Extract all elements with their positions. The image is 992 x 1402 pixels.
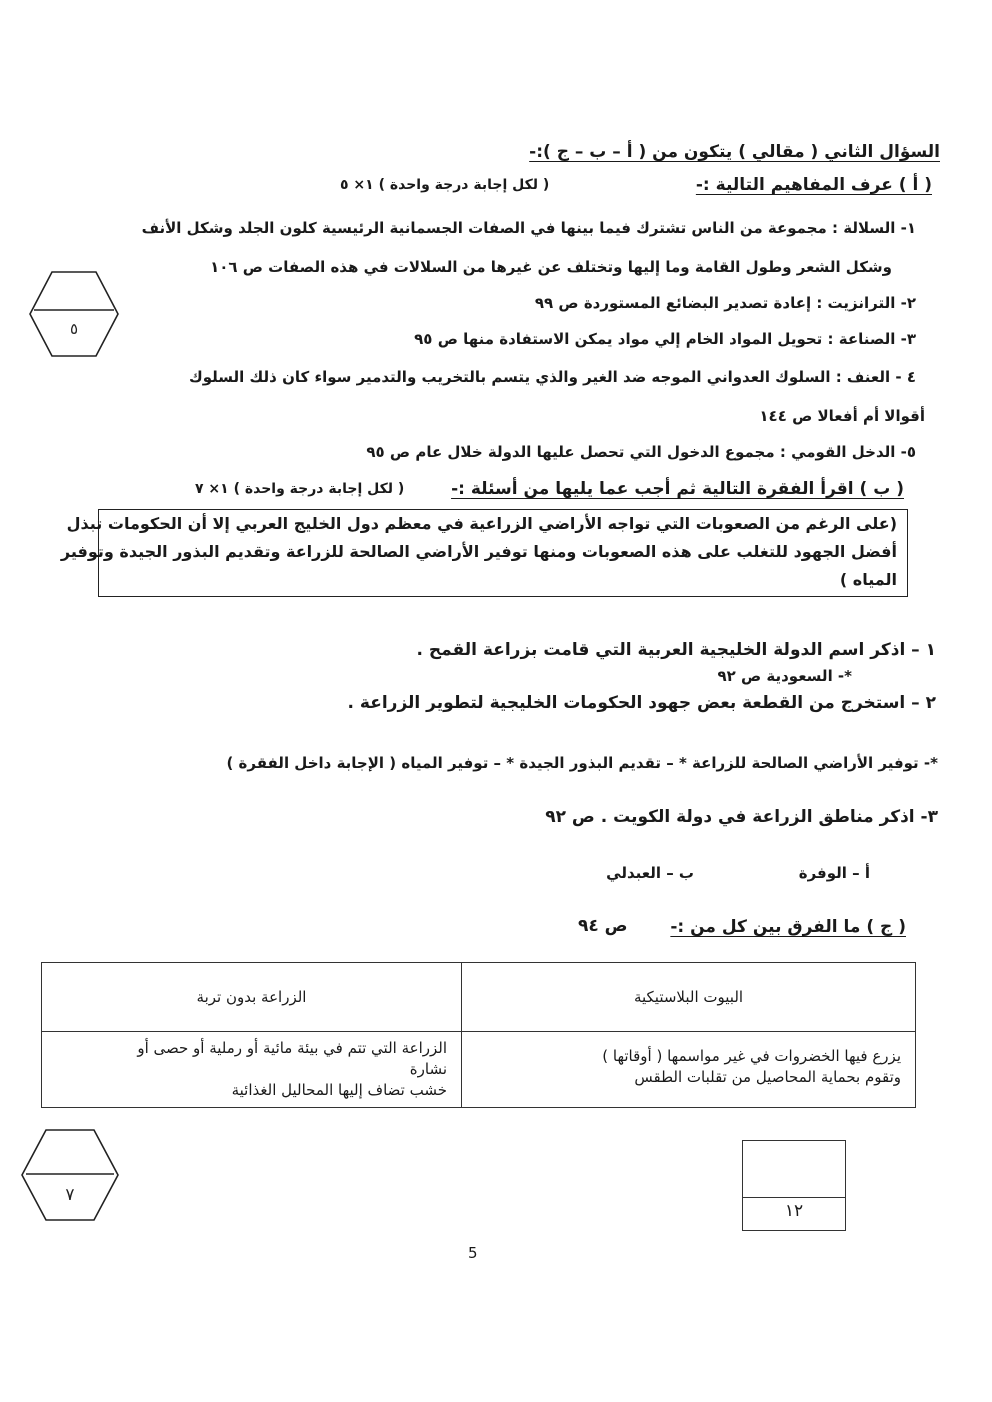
part-a-marks-note: ( لكل إجابة درجة واحدة ) ١× ٥ (340, 177, 550, 193)
definition-1-line-2: وشكل الشعر وطول القامة وما إليها وتختلف عن غيرها من السلالات في هذه الصفات ص ١٠٦ (210, 258, 892, 276)
question-title: السؤال الثاني ( مقالي ) يتكون من ( أ – ب – ج ):- (529, 142, 940, 162)
answer-b3-a: أ – الوفرة (798, 864, 870, 882)
definition-5: ٥- الدخل القومي : مجموع الدخول التي تحصل عليها الدولة خلال عام ص ٩٥ (366, 443, 916, 461)
hexagon-score-bottom-value: ٧ (65, 1185, 75, 1205)
passage-line-2: أفضل الجهود للتغلب على هذه الصعوبات ومنها توفير الأراضي الصالحة للزراعة وتقديم البذور الجيدة وتوفير (60, 542, 897, 561)
answer-b1: *- السعودية ص ٩٢ (717, 667, 852, 685)
passage-line-3: المياه ) (839, 570, 897, 589)
table-cell-plastic-houses (462, 1032, 916, 1108)
hexagon-score-part-a-value: ٥ (69, 320, 79, 338)
definition-2: ٢- الترانزيت : إعادة تصدير البضائع المستوردة ص ٩٩ (534, 294, 916, 312)
passage-line-1: (على الرغم من الصعوبات التي تواجه الأراضي الزراعية في معظم دول الخليج العربي إلا أن الحكومات تبذل (66, 514, 897, 533)
definition-3: ٣- الصناعة : تحويل المواد الخام إلي مواد يمكن الاستفادة منها ص ٩٥ (414, 330, 916, 348)
cell-line: نشارة (409, 1060, 447, 1078)
passage-box (60, 509, 908, 597)
question-b2: ٢ – استخرج من القطعة بعض جهود الحكومات الخليجية لتطوير الزراعة . (347, 693, 936, 713)
table-header-plastic-houses: البيوت البلاستيكية (462, 963, 916, 1032)
hexagon-score-part-a (28, 270, 120, 358)
definition-1-line-1: ١- السلالة : مجموعة من الناس تشترك فيما بينها في الصفات الجسمانية الرئيسية كلون الجلد وشكل الأنف (141, 219, 916, 237)
table-header-row (42, 963, 916, 1032)
table-header-soilless-farming: الزراعة بدون تربة (42, 963, 462, 1032)
answer-b2: *- توفير الأراضي الصالحة للزراعة * – تقديم البذور الجيدة * – توفير المياه ( الإجابة داخل الفقرة ) (226, 754, 938, 772)
comparison-table (41, 962, 916, 1108)
table-cell-soilless-farming (42, 1032, 462, 1108)
cell-line: الزراعة التي تتم في بيئة مائية أو رملية أو حصى أو (137, 1039, 447, 1057)
cell-line: خشب تضاف إليها المحاليل الغذائية (231, 1081, 447, 1099)
definition-4-line-1: ٤ - العنف : السلوك العدواني الموجه ضد الغير والذي يتسم بالتخريب والتدمير سواء كان ذلك السلوك (189, 368, 916, 386)
table-row (42, 1032, 916, 1108)
part-c-heading: ( ج ) ما الفرق بين كل من :- (670, 917, 906, 937)
page-number: 5 (468, 1244, 478, 1262)
cell-line: وتقوم بحماية المحاصيل من تقلبات الطقس (634, 1068, 901, 1086)
total-score-value: ١٢ (784, 1201, 804, 1221)
cell-line: يزرع فيها الخضروات في غير مواسمها ( أوقاتها ) (602, 1047, 901, 1065)
total-score-box (742, 1140, 846, 1231)
part-b-heading: ( ب ) اقرأ الفقرة التالية ثم أجب عما يليها من أسئلة :- (451, 479, 904, 499)
score-divider (743, 1197, 845, 1198)
part-a-heading: ( أ ) عرف المفاهيم التالية :- (695, 175, 932, 195)
hexagon-score-bottom (20, 1128, 120, 1222)
answer-b3-b: ب – العبدلي (606, 864, 694, 882)
part-c-page-ref: ص ٩٤ (578, 916, 628, 936)
part-b-marks-note: ( لكل إجابة درجة واحدة ) ١× ٧ (195, 481, 405, 497)
question-b3: ٣- اذكر مناطق الزراعة في دولة الكويت . ص ٩٢ (545, 807, 938, 827)
question-b1: ١ – اذكر اسم الدولة الخليجية العربية التي قامت بزراعة القمح . (416, 640, 936, 660)
definition-4-line-2: أقوالا أم أفعالا ص ١٤٤ (759, 407, 925, 425)
